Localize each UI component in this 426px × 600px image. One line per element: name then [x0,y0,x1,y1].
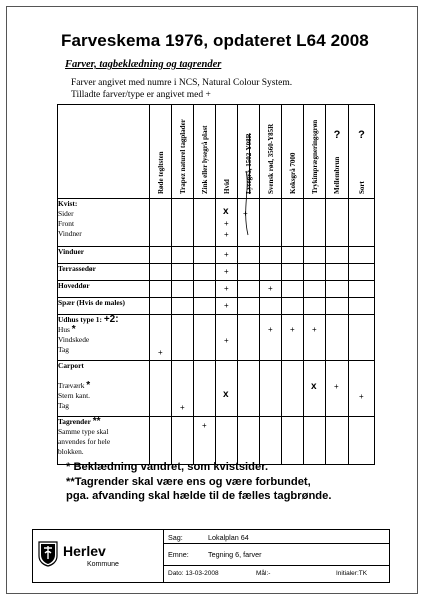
plus-mark: + [224,219,229,228]
intro-line-1: Farver angivet med numre i NCS, Natural Colour System. [71,78,293,88]
column-label: Svensk rød, 3560-Y85R [266,123,275,194]
plus-mark: + [224,250,229,259]
brand-name: Herlev [63,543,106,559]
col-header [216,105,238,199]
plus-mark: + [290,325,295,334]
color-scheme-table [57,104,375,465]
scale-field: Mål:- [256,570,271,577]
sag-row [164,530,389,544]
col-header [304,105,326,199]
column-label: Trykimprægneringsgrøn [310,119,319,194]
column-label: Lysegrå, 1502-Y08R [244,133,253,194]
meta-row [164,566,389,581]
plus-mark: + [312,325,317,334]
page-title: Farveskema 1976, opdateret L64 2008 [61,31,369,50]
table-row [58,199,375,247]
herlev-crest-icon [38,541,58,567]
row-label: Udhus type 1: +2: Hus * Vindskede Tag [58,315,150,361]
tagrender-asterisks: ** [92,416,101,427]
row-label: Hoveddør [58,281,150,298]
herlev-logo [33,530,164,582]
plus-mark: + [224,267,229,276]
column-label: Hvid [222,179,231,194]
strike-squiggle [238,169,260,239]
column-label: Zink eller lysegrå plast [200,125,209,194]
footnotes [62,460,331,504]
row-label: Spær (Hvis de males) [58,298,150,315]
plus-mark: + [224,284,229,293]
plus-mark: + [180,403,185,412]
row-label: Kvist: Sider Front Vindner [58,199,150,247]
title-block [32,529,390,583]
intro-text [71,77,292,101]
column-label: Koksgrå 7000 [288,152,297,194]
emne-label: Emne: [168,550,189,559]
carport-asterisk: * [86,380,91,391]
table-row [58,315,375,361]
row-label: Carport Træværk * Stern kant. Tag [58,361,150,417]
footnote-2: **Tagrender skal være ens og være forbundet, [66,475,311,488]
intro-line-2: Tilladte farver/type er angivet med + [71,90,211,100]
col-header [260,105,282,199]
cross-mark: x [223,389,229,400]
question-mark: ? [358,129,365,141]
col-header [150,105,172,199]
cross-mark: x [223,206,229,217]
section-subtitle: Farver, tagbeklædning og tagrender [65,59,222,70]
hvid-cell [216,199,238,247]
title-block-info [164,530,389,582]
row-label: Vinduer [58,247,150,264]
table-row [58,298,375,315]
sag-label: Sag: [168,533,183,542]
column-label: Trapez naturel tagplader [178,119,187,194]
column-label: Sort [357,181,366,194]
col-header [172,105,194,199]
footnote-1: * Beklædning vandret, som kvistsider. [66,461,269,473]
header-corner [58,105,150,199]
col-header [349,105,375,199]
emne-row [164,544,389,566]
emne-value: Tegning 6, farver [208,550,262,559]
plus-mark: + [334,382,339,391]
column-label: Røde tegltsten [156,151,165,194]
table-row [58,417,375,465]
plus-mark: + [224,301,229,310]
row-label: Tagrender ** Samme type skal anvendes for hele blokken. [58,417,150,465]
sag-value: Lokalplan 64 [208,533,249,542]
col-header [326,105,349,199]
col-header [194,105,216,199]
plus-mark: + [243,209,248,218]
plus-mark: + [359,392,364,401]
plus-mark: + [268,325,273,334]
plus-mark: + [224,336,229,345]
table-row [58,361,375,417]
plus-mark: + [158,348,163,357]
column-label: Mellembrun [333,156,341,194]
footnote-3: pga. afvanding skal hælde til de fælles tagbrønde. [66,490,332,502]
initials-field: Initialer:TK [336,570,368,577]
table-header-row [58,105,375,199]
date-field: Dato: 13-03-2008 [168,570,219,577]
plus-mark: + [202,421,207,430]
row-label: Terrassedør [58,264,150,281]
question-mark: ? [333,129,341,141]
cross-mark: x [311,381,317,392]
table-row [58,264,375,281]
plus-mark: + [224,230,229,239]
hus-asterisk: * [71,324,76,335]
udhus-annotation: +2: [103,314,119,325]
table-row [58,281,375,298]
plus-mark: + [268,284,273,293]
table-row [58,247,375,264]
brand-sub: Kommune [87,561,119,568]
lysegraa-cell [238,199,260,247]
col-header [282,105,304,199]
